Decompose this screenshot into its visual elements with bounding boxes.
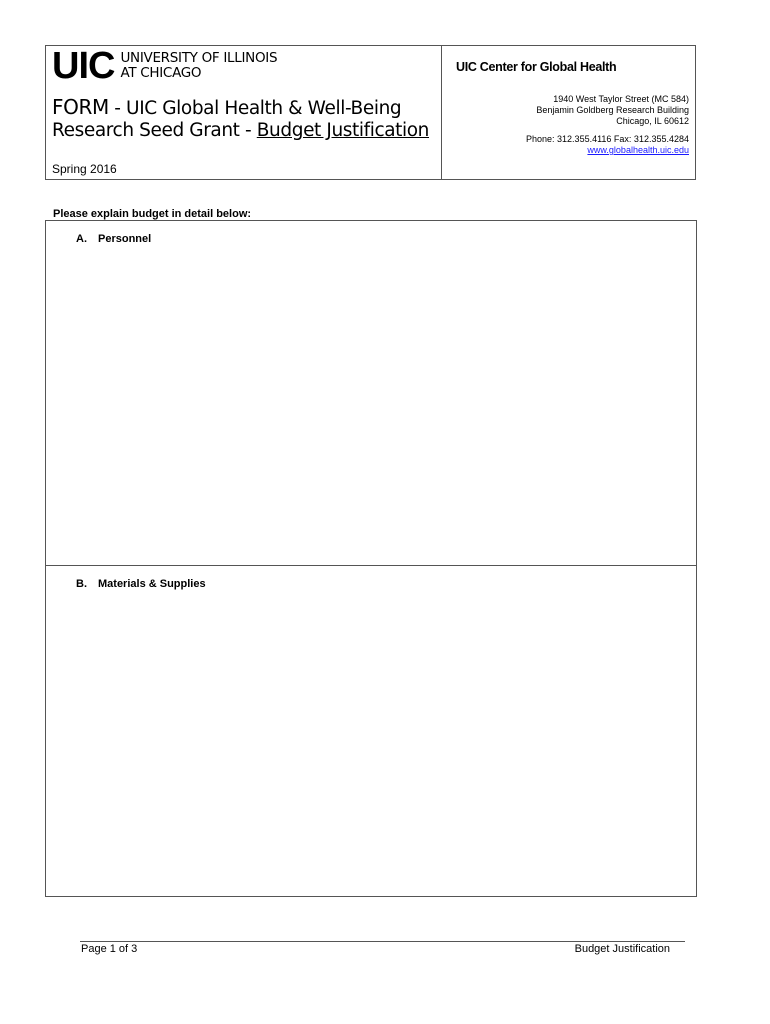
section-letter: A. — [76, 233, 87, 245]
header-left-panel — [46, 46, 442, 179]
section-heading — [76, 233, 151, 245]
center-address — [536, 94, 689, 127]
personnel-section[interactable] — [46, 221, 696, 566]
address-line-1: 1940 West Taylor Street (MC 584) — [553, 94, 689, 104]
website-link[interactable]: www.globalhealth.uic.edu — [587, 145, 689, 155]
uic-logo — [52, 45, 278, 87]
uic-logo-text — [120, 51, 277, 81]
term-label: Spring 2016 — [52, 162, 117, 176]
form-title-line1: - UIC Global Health & Well-Being — [108, 98, 402, 119]
materials-supplies-section[interactable] — [46, 566, 696, 896]
center-name: UIC Center for Global Health — [456, 60, 617, 74]
address-line-3: Chicago, IL 60612 — [616, 116, 689, 126]
logo-line-1: UNIVERSITY OF ILLINOIS — [120, 50, 278, 66]
section-letter: B. — [76, 578, 87, 590]
footer-doc-title: Budget Justification — [574, 943, 670, 955]
logo-line-2: AT CHICAGO — [120, 65, 202, 81]
section-label: Personnel — [98, 233, 152, 245]
section-heading — [76, 578, 206, 590]
budget-sections — [45, 220, 697, 897]
form-header — [45, 45, 696, 180]
form-title-underlined: Budget Justification — [256, 120, 429, 141]
section-label: Materials & Supplies — [98, 578, 206, 590]
form-title-prefix: FORM — [52, 95, 109, 119]
form-title — [52, 96, 429, 142]
phone-fax: Phone: 312.355.4116 Fax: 312.355.4284 — [526, 134, 689, 144]
footer-divider — [80, 941, 685, 942]
instruction-text: Please explain budget in detail below: — [53, 208, 252, 220]
page-number: Page 1 of 3 — [81, 943, 138, 955]
address-line-2: Benjamin Goldberg Research Building — [536, 105, 689, 115]
uic-logo-mark: UIC — [52, 45, 115, 87]
form-title-line2: Research Seed Grant - — [52, 120, 257, 141]
